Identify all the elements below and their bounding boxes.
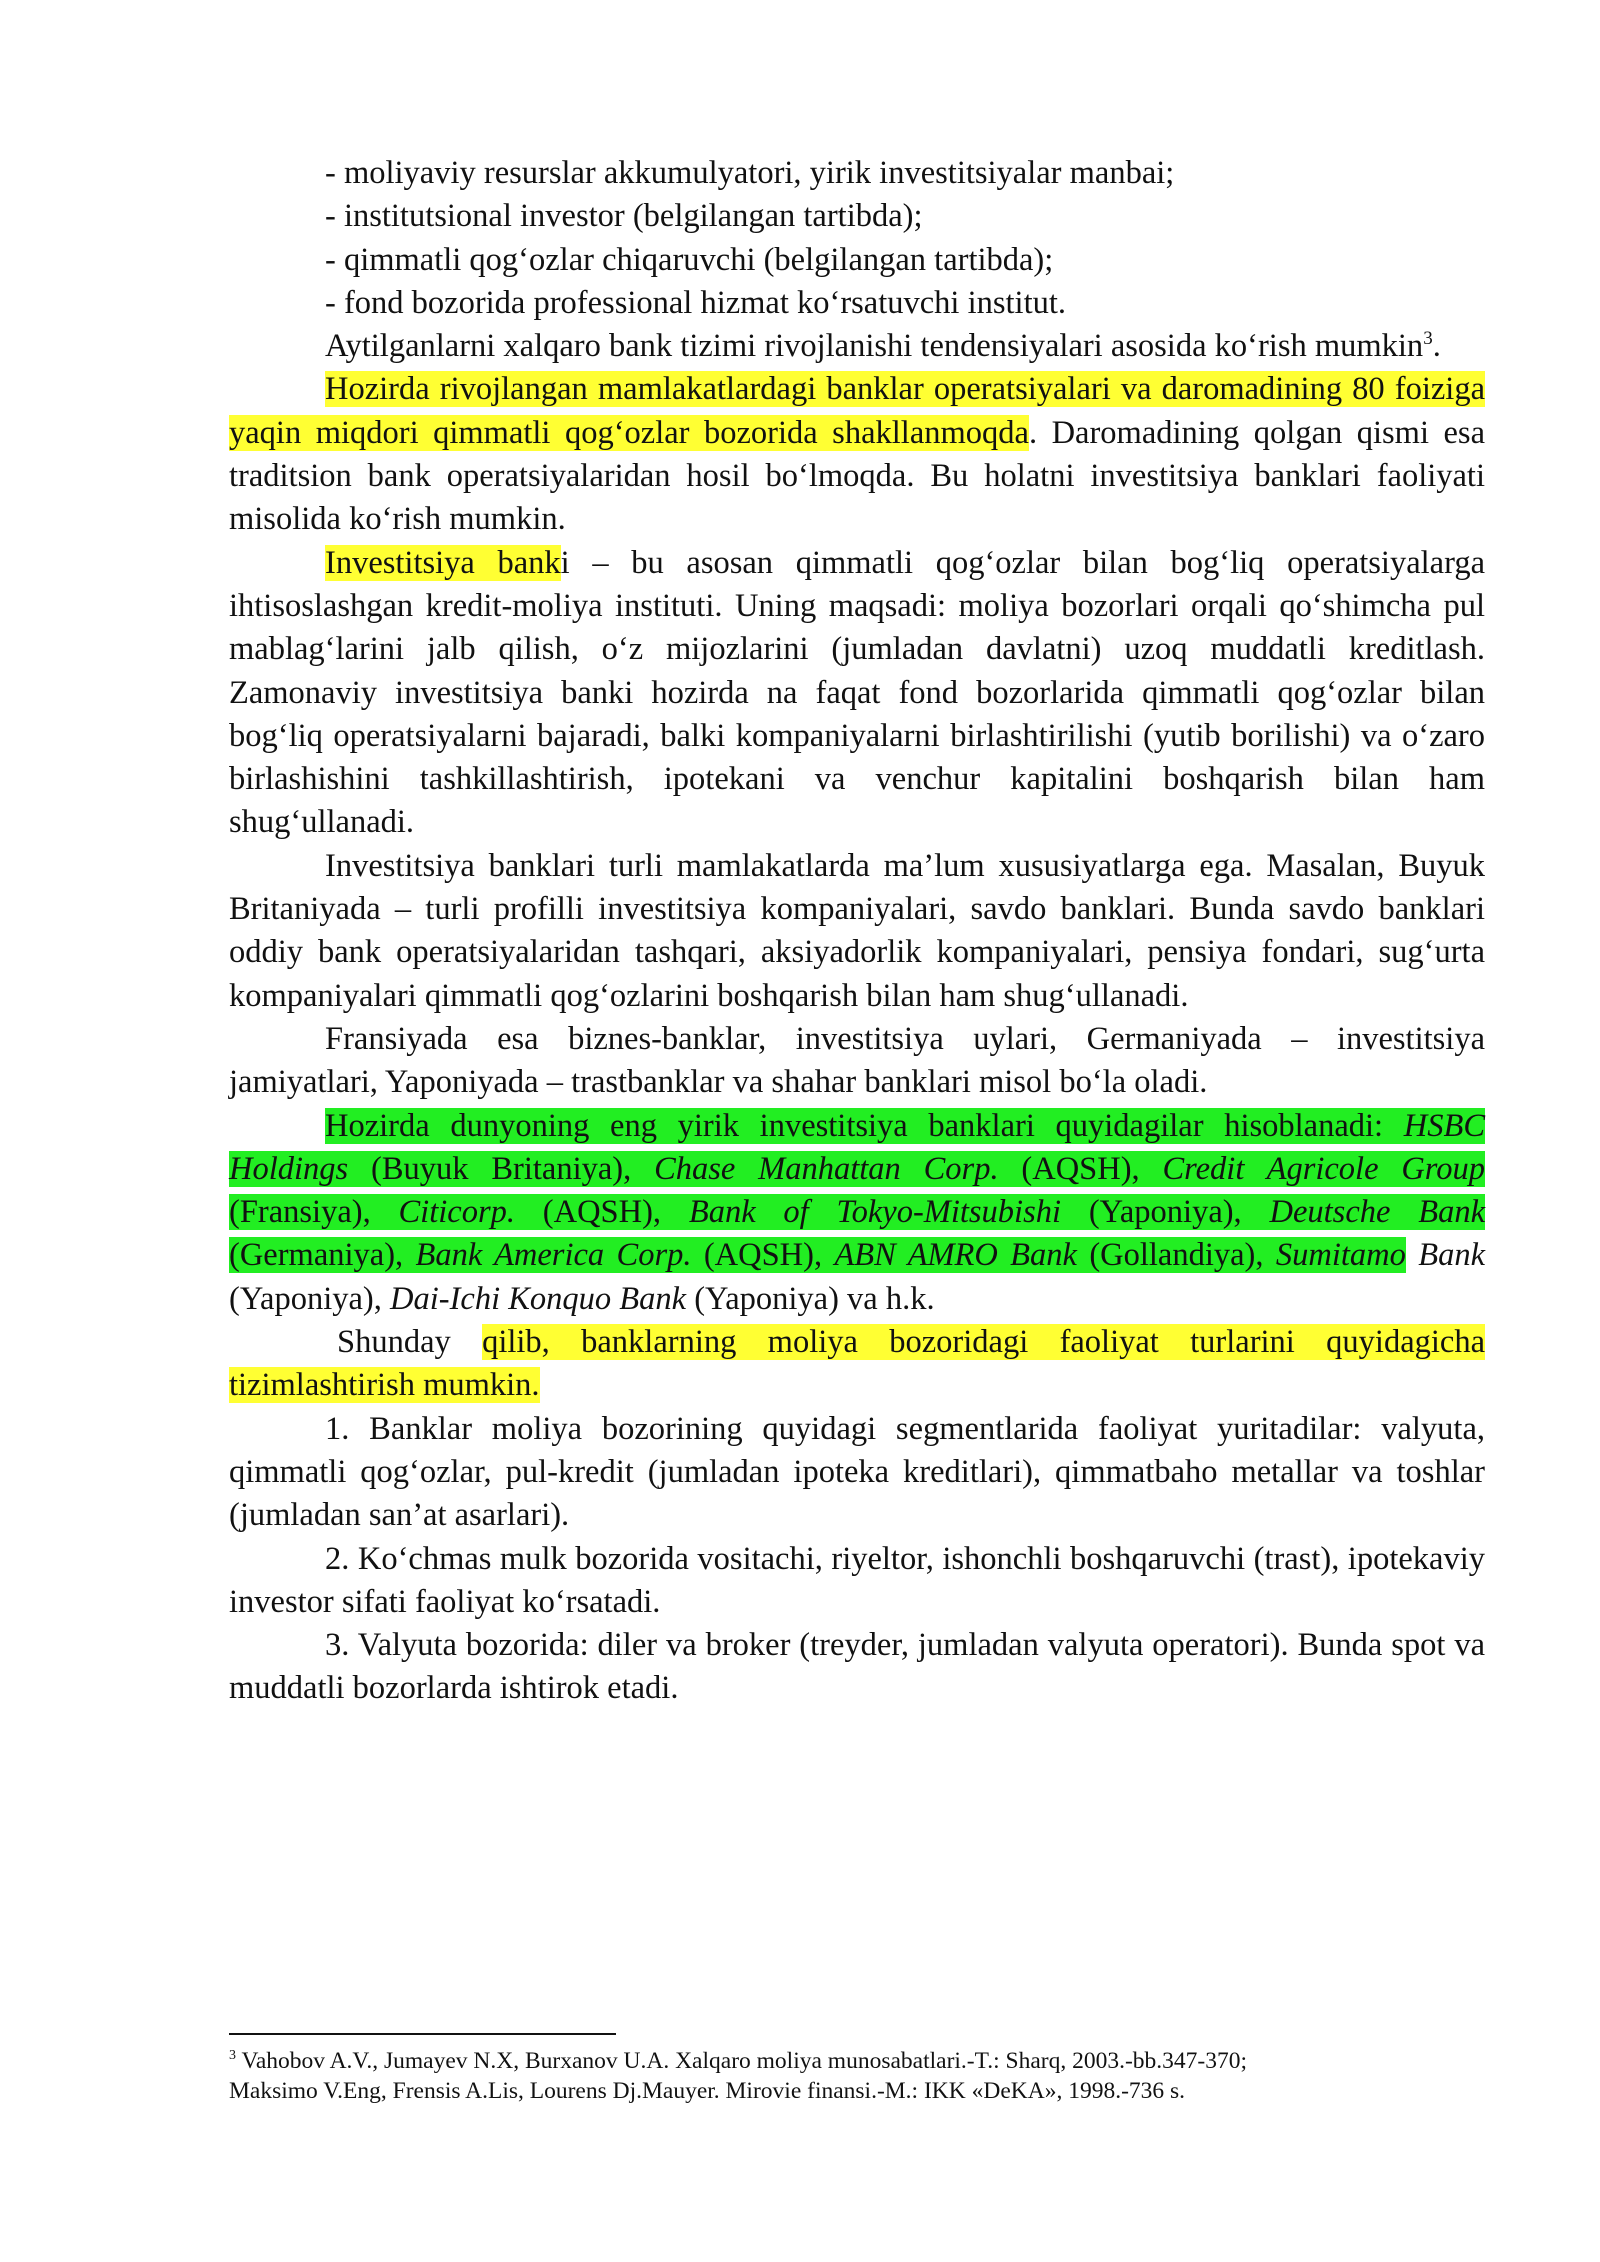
bank-name: Sumitamo	[1275, 1237, 1406, 1274]
bank-name: Bank	[1405, 1237, 1485, 1274]
country: (Yaponiya) va h.k.	[686, 1280, 935, 1317]
intro-text: Hozirda dunyoning eng yirik investitsiya banklari quyidagilar hisoblanadi:	[325, 1107, 1404, 1144]
footnote	[229, 2046, 1485, 2106]
highlighted-text: Hozirda rivojlangan mamlakatlardagi banklar operatsiyalari va daromadining 80 foiziga yaqin miqdori qimmatli qog‘ozlar bozorida shakllanmoqda	[229, 371, 1485, 451]
paragraph-tendencies	[229, 325, 1485, 368]
paragraph-point-1: 1. Banklar moliya bozorining quyidagi segmentlarida faoliyat yuritadilar: valyuta, qimmatli qog‘ozlar, pul-kredit (jumladan ipoteka kreditlari), qimmatbaho metallar va toshlar (jumladan san’at asarlari).	[229, 1410, 1485, 1534]
list-item: - moliyaviy resurslar akkumulyatori, yirik investitsiyalar manbai;	[325, 155, 1175, 191]
country: (AQSH),	[691, 1237, 835, 1274]
paragraph-text: Shunday	[337, 1324, 483, 1361]
highlighted-text	[229, 1108, 1485, 1274]
paragraph-text: . Daromadining qolgan qismi esa traditsion bank operatsiyalaridan hosil bo‘lmoqda. Bu holatni investitsiya banklari faoliyati misolida ko‘rish mumkin.	[229, 414, 1485, 538]
highlighted-term: Investitsiya bank	[325, 544, 561, 581]
footnote-separator	[229, 2033, 616, 2035]
bank-name: HSBC Holdings	[229, 1107, 1485, 1187]
bank-name: Credit Agricole Group	[1162, 1150, 1485, 1187]
paragraph-summary	[229, 1321, 1485, 1408]
country: (Gollandiya),	[1076, 1237, 1276, 1274]
paragraph-examples: Fransiyada esa biznes-banklar, investitsiya uylari, Germaniyada – investitsiya jamiyatlari, Yaponiyada – trastbanklar va shahar banklari misol bo‘la oladi.	[229, 1020, 1485, 1101]
country: (Germaniya),	[229, 1237, 416, 1274]
paragraph-income	[229, 368, 1485, 541]
footnote-ref: 3	[1423, 328, 1433, 350]
list-item: - institutsional investor (belgilangan tartibda);	[325, 198, 923, 235]
list-item: - qimmatli qog‘ozlar chiqaruvchi (belgilangan tartibda);	[325, 241, 1054, 278]
footnote-line: Maksimo V.Eng, Frensis A.Lis, Lourens Dj.Mauyer. Mirovie finansi.-M.: IKK «DeKA», 1998.-736 s.	[229, 2078, 1186, 2104]
bank-name: Deutsche Bank	[1269, 1194, 1486, 1231]
paragraph-end: .	[1432, 328, 1441, 365]
list-item: - fond bozorida professional hizmat ko‘rsatuvchi institut.	[325, 284, 1067, 321]
bank-name: Bank America Corp.	[415, 1237, 692, 1274]
bank-name: Chase Manhattan Corp.	[654, 1150, 999, 1187]
bank-name: ABN AMRO Bank	[834, 1237, 1077, 1274]
paragraph-investment-bank	[229, 542, 1485, 845]
paragraph-countries: Investitsiya banklari turli mamlakatlarda ma’lum xususiyatlarga ega. Masalan, Buyuk Britaniyada – turli profilli investitsiya kompaniyalari, savdo banklari. Bunda savdo banklari oddiy bank operatsiyalaridan tashqari, aksiyadorlik kompaniyalari, pensiya fondari, sug‘urta kompaniyalari qimmatli qog‘ozlarini boshqarish bilan ham shug‘ullanadi.	[229, 847, 1485, 1014]
document-body	[229, 152, 1485, 1711]
country: (AQSH),	[514, 1194, 689, 1231]
country: (Buyuk Britaniya),	[348, 1150, 655, 1187]
bank-name: Bank of Tokyo-Mitsubishi	[688, 1194, 1062, 1231]
paragraph-text: i – bu asosan qimmatli qog‘ozlar bilan bog‘liq operatsiyalarga ihtisoslashgan kredit-moliya instituti. Uning maqsadi: moliya bozorlari orqali qo‘shimcha pul mablag‘larini jalb qilish, o‘z mijozlarini (jumladan davlatni) uzoq muddatli kreditlash. Zamonaviy investitsiya banki hozirda na faqat fond bozorlarida qimmatli qog‘ozlar bilan bog‘liq operatsiyalarni bajaradi, balki kompaniyalarni birlashtirilishi (yutib borilishi) va o‘zaro birlashishini tashkillashtirish, ipotekani va venchur kapitalini boshqarish bilan ham shug‘ullanadi.	[229, 544, 1485, 841]
country: (Fransiya),	[229, 1194, 399, 1231]
bank-name: Citicorp.	[398, 1194, 515, 1231]
bank-name: Dai-Ichi Konquo Bank	[390, 1280, 687, 1317]
footnote-line	[229, 2046, 1485, 2076]
paragraph-point-3: 3. Valyuta bozorida: diler va broker (treyder, jumladan valyuta operatori). Bunda spot va muddatli bozorlarda ishtirok etadi.	[229, 1627, 1485, 1707]
footnote-number: 3	[229, 2048, 236, 2064]
paragraph-point-2: 2. Ko‘chmas mulk bozorida vositachi, riyeltor, ishonchli boshqaruvchi (trast), ipotekaviy investor sifati faoliyat ko‘rsatadi.	[229, 1540, 1485, 1620]
country: (Yaponiya),	[229, 1280, 390, 1317]
paragraph-text: Aytilganlarni xalqaro bank tizimi rivojlanishi tendensiyalari asosida ko‘rish mumkin	[325, 328, 1424, 365]
country: (Yaponiya),	[1061, 1194, 1270, 1231]
footnote-text: Vahobov A.V., Jumayev N.X, Burxanov U.A. Xalqaro moliya munosabatlari.-T.: Sharq, 2003.-bb.347-370;	[236, 2048, 1248, 2074]
highlighted-text: qilib, banklarning moliya bozoridagi faoliyat turlarini quyidagicha tizimlashtirish mumkin.	[229, 1324, 1485, 1404]
paragraph-largest-banks	[229, 1105, 1485, 1321]
country: (AQSH),	[998, 1150, 1163, 1187]
